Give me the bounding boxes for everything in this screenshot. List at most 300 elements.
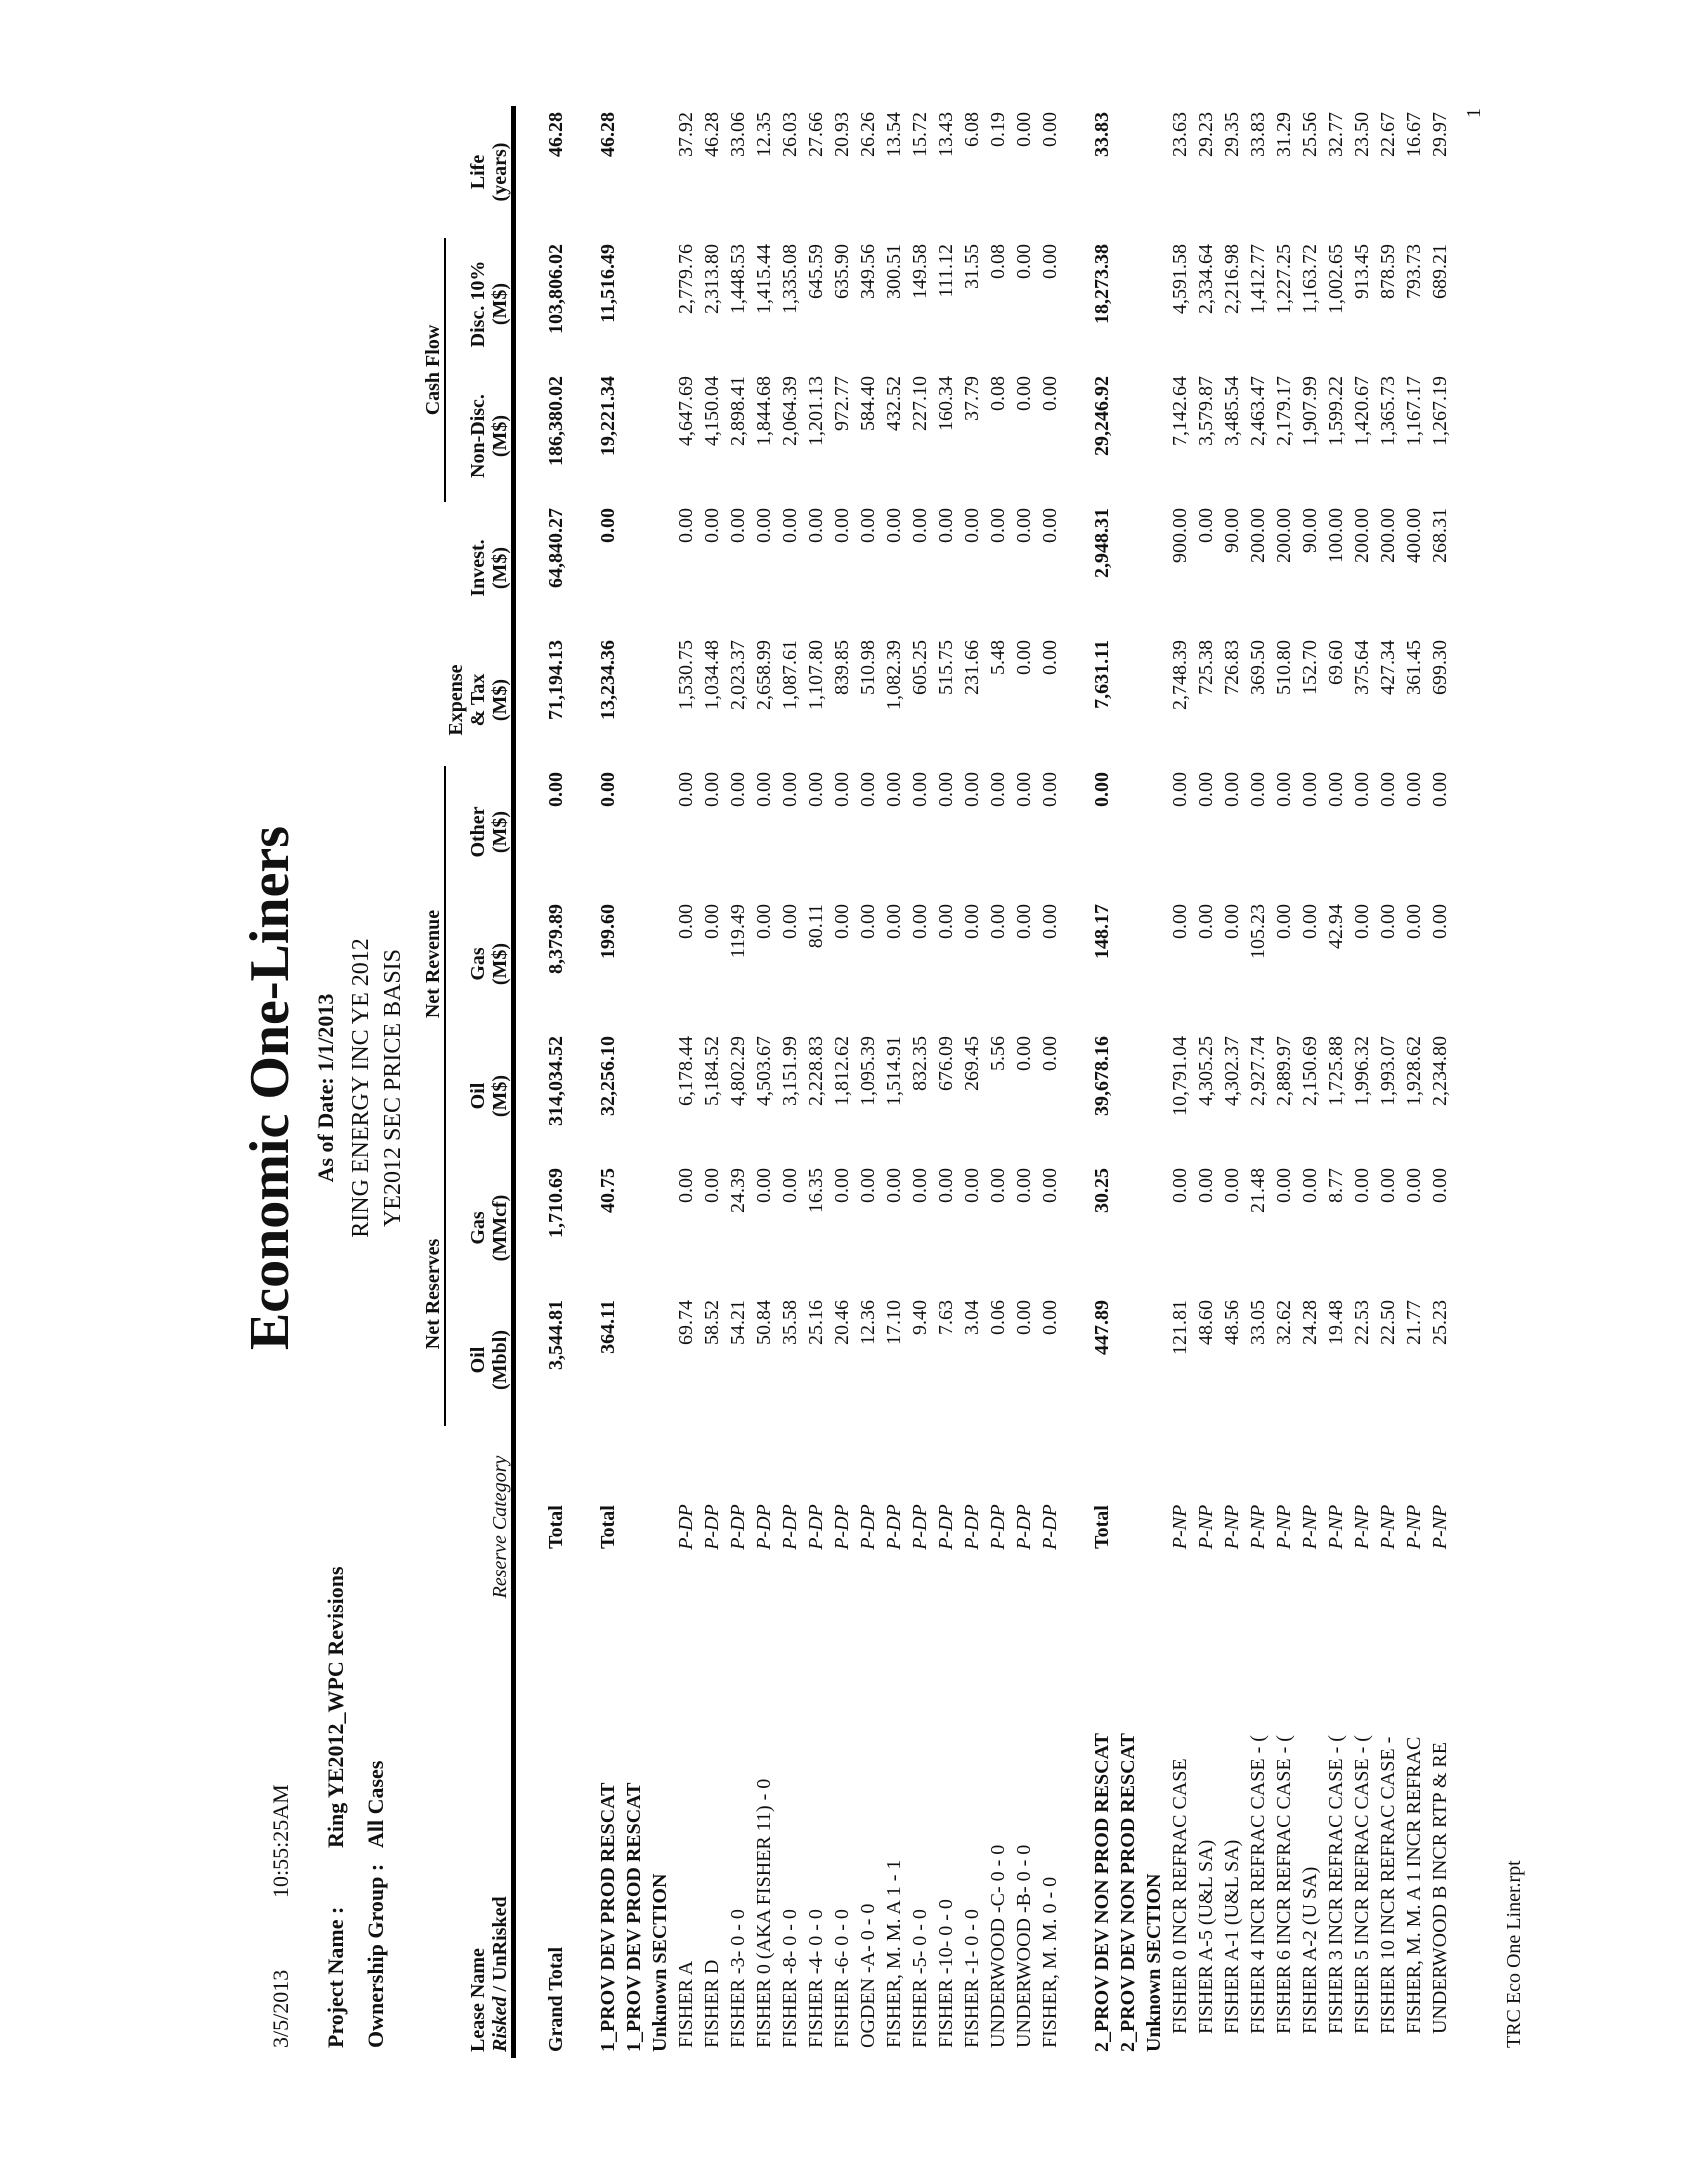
section-title-row [620, 106, 646, 2058]
cell-gas-rev: 0.00 [1039, 904, 1061, 939]
cell-gas-rev: 0.00 [935, 904, 957, 939]
cell-non-disc: 7,142.64 [1169, 376, 1191, 446]
cell-gas-rev: 0.00 [1377, 904, 1399, 939]
cell-invest: 0.00 [831, 508, 853, 543]
cell-gas-mmcf [620, 1162, 646, 1294]
lease-name: FISHER -3- 0 - 0 [727, 1909, 749, 2048]
cell-gas-mmcf: 0.00 [1351, 1168, 1373, 1203]
reserve-category: P-DP [1013, 1504, 1035, 1550]
cell-disc-10: 149.58 [909, 244, 931, 299]
col-non-disc: Non-Disc. (M$) [445, 370, 514, 502]
cell-life: 46.28 [597, 112, 619, 157]
cell-gas-rev: 148.17 [1091, 904, 1113, 959]
cell-other-rev: 0.00 [1091, 772, 1113, 807]
cell-other-rev: 0.00 [597, 772, 619, 807]
cell-gas-mmcf: 0.00 [1195, 1168, 1217, 1203]
cell-life: 26.26 [857, 112, 879, 157]
cell-gas-mmcf: 0.00 [779, 1168, 801, 1203]
cell-life: 27.66 [805, 112, 827, 157]
cell-other-rev: 0.00 [1325, 772, 1347, 807]
cell-expense-tax [620, 634, 646, 766]
cell-disc-10 [620, 238, 646, 370]
table-row [1270, 106, 1296, 2058]
cell-other-rev: 0.00 [1247, 772, 1269, 807]
lease-name: 1_PROV DEV PROD RESCAT [623, 1782, 645, 2052]
cell-non-disc: 2,463.47 [1247, 376, 1269, 446]
cell-gas-rev: 0.00 [753, 904, 775, 939]
cell-disc-10: 1,415.44 [753, 244, 775, 314]
cell-expense-tax: 7,631.11 [1091, 640, 1113, 709]
cell-disc-10: 1,335.08 [779, 244, 801, 314]
cell-life: 33.83 [1247, 112, 1269, 157]
cell-other-rev: 0.00 [1299, 772, 1321, 807]
table-row [1322, 106, 1348, 2058]
reserve-category: P-DP [675, 1504, 697, 1550]
cell-oil-rev: 6,178.44 [675, 1036, 697, 1106]
cell-invest: 200.00 [1273, 508, 1295, 563]
cell-gas-mmcf: 0.00 [935, 1168, 957, 1203]
report-file-name: TRC Eco One Liner.rpt [1503, 1860, 1525, 2048]
cell-gas-mmcf: 0.00 [987, 1168, 1009, 1203]
cell-oil-mbbl: 7.63 [935, 1300, 957, 1335]
reserve-category: P-DP [1039, 1504, 1061, 1550]
cell-oil-mbbl: 50.84 [753, 1300, 775, 1345]
table-row [776, 106, 802, 2058]
cell-oil-mbbl: 48.60 [1195, 1300, 1217, 1345]
cell-gas-rev: 199.60 [597, 904, 619, 959]
section-total-row [1088, 106, 1114, 2058]
lease-name: FISHER 6 INCR REFRAC CASE - ( [1273, 1735, 1295, 2034]
cell-oil-rev: 0.00 [1013, 1036, 1035, 1071]
lease-name: FISHER 4 INCR REFRAC CASE - ( [1247, 1735, 1269, 2034]
cell-invest: 0.00 [779, 508, 801, 543]
cell-gas-mmcf: 0.00 [701, 1168, 723, 1203]
cell-oil-mbbl: 364.11 [597, 1300, 619, 1354]
group-cash-flow: Cash Flow [418, 238, 445, 502]
lease-name: FISHER A-1 (U&L SA) [1221, 1839, 1243, 2034]
cell-gas-mmcf: 0.00 [831, 1168, 853, 1203]
cell-invest: 200.00 [1351, 508, 1373, 563]
cell-expense-tax: 69.60 [1325, 640, 1347, 685]
cell-gas-mmcf: 0.00 [1403, 1168, 1425, 1203]
cell-invest: 0.00 [753, 508, 775, 543]
cell-expense-tax: 1,107.80 [805, 640, 827, 710]
cell-oil-mbbl [646, 1294, 672, 1426]
cell-disc-10: 1,002.65 [1325, 244, 1347, 314]
cell-expense-tax: 839.85 [831, 640, 853, 695]
cell-disc-10: 913.45 [1351, 244, 1373, 299]
cell-disc-10 [1140, 238, 1166, 370]
cell-invest: 0.00 [987, 508, 1009, 543]
table-row [1036, 106, 1062, 2058]
cell-oil-rev [1140, 1030, 1166, 1162]
cell-disc-10 [646, 238, 672, 370]
cell-oil-mbbl: 69.74 [675, 1300, 697, 1345]
cell-other-rev [1140, 766, 1166, 898]
reserve-category: P-NP [1351, 1504, 1373, 1550]
cell-gas-rev [1114, 898, 1140, 1030]
cell-non-disc: 1,844.68 [753, 376, 775, 446]
cell-gas-mmcf: 0.00 [1169, 1168, 1191, 1203]
cell-expense-tax: 2,748.39 [1169, 640, 1191, 710]
cell-non-disc [1114, 370, 1140, 502]
cell-expense-tax: 2,023.37 [727, 640, 749, 710]
cell-other-rev: 0.00 [675, 772, 697, 807]
lease-name: FISHER A-5 (U&L SA) [1195, 1839, 1217, 2034]
cell-expense-tax: 13,234.36 [597, 640, 619, 720]
cell-gas-rev: 0.00 [1351, 904, 1373, 939]
reserve-category: P-NP [1325, 1504, 1347, 1550]
reserve-category: P-NP [1377, 1504, 1399, 1550]
lease-name: FISHER -10- 0 - 0 [935, 1899, 957, 2048]
cell-oil-mbbl: 22.50 [1377, 1300, 1399, 1345]
cell-non-disc [1140, 370, 1166, 502]
cell-other-rev: 0.00 [883, 772, 905, 807]
cell-disc-10: 349.56 [857, 244, 879, 299]
cell-gas-rev [1140, 898, 1166, 1030]
cell-gas-rev: 119.49 [727, 904, 749, 959]
cell-life: 23.50 [1351, 112, 1373, 157]
subsection-row [646, 106, 672, 2058]
cell-gas-mmcf [1114, 1162, 1140, 1294]
cell-gas-rev: 0.00 [961, 904, 983, 939]
cell-life: 46.28 [701, 112, 723, 157]
cell-invest: 200.00 [1247, 508, 1269, 563]
cell-gas-mmcf: 0.00 [1299, 1168, 1321, 1203]
lease-name: UNDERWOOD -B- 0 - 0 [1013, 1844, 1035, 2048]
report-time: 10:55:25AM [268, 1784, 293, 1898]
cell-life: 13.54 [883, 112, 905, 157]
lease-name: FISHER, M. M. A 1 INCR REFRAC [1403, 1736, 1425, 2034]
lease-name: FISHER 3 INCR REFRAC CASE - ( [1325, 1735, 1347, 2034]
subsection-row [1140, 106, 1166, 2058]
lease-name: FISHER -8- 0 - 0 [779, 1909, 801, 2048]
table-row [984, 106, 1010, 2058]
cell-invest: 0.00 [727, 508, 749, 543]
cell-disc-10: 2,334.64 [1195, 244, 1217, 314]
cell-other-rev: 0.00 [831, 772, 853, 807]
cell-life: 32.77 [1325, 112, 1347, 157]
cell-invest: 0.00 [909, 508, 931, 543]
cell-non-disc: 0.00 [1039, 376, 1061, 411]
cell-life [620, 106, 646, 238]
cell-life: 33.83 [1091, 112, 1113, 157]
cell-oil-mbbl: 121.81 [1169, 1300, 1191, 1355]
price-basis: YE2012 SEC PRICE BASIS [380, 948, 406, 1228]
cell-other-rev: 0.00 [1013, 772, 1035, 807]
cell-life [646, 106, 672, 238]
cell-gas-mmcf: 0.00 [961, 1168, 983, 1203]
col-oil-mbbl: Oil (Mbbl) [445, 1294, 514, 1426]
cell-other-rev: 0.00 [805, 772, 827, 807]
cell-invest: 0.00 [1195, 508, 1217, 543]
ownership-group-value: All Cases [363, 1760, 388, 1848]
col-invest: Invest. (M$) [445, 502, 514, 634]
cell-disc-10 [1114, 238, 1140, 370]
cell-gas-mmcf: 0.00 [1221, 1168, 1243, 1203]
cell-life: 12.35 [753, 112, 775, 157]
col-lease-name [445, 1628, 514, 2058]
group-net-revenue: Net Revenue [418, 766, 445, 1162]
reserve-category: P-DP [753, 1504, 775, 1550]
cell-gas-rev: 0.00 [1299, 904, 1321, 939]
cell-other-rev: 0.00 [961, 772, 983, 807]
cell-non-disc: 186,380.02 [545, 376, 567, 466]
cell-disc-10: 689.21 [1429, 244, 1451, 299]
cell-gas-mmcf [1140, 1162, 1166, 1294]
reserve-category: P-DP [831, 1504, 853, 1550]
cell-invest: 0.00 [675, 508, 697, 543]
cell-invest: 0.00 [857, 508, 879, 543]
table-row [750, 106, 776, 2058]
cell-non-disc: 160.34 [935, 376, 957, 431]
cell-invest: 64,840.27 [545, 508, 567, 588]
lease-name: OGDEN -A- 0 - 0 [857, 1903, 879, 2048]
cell-expense-tax: 510.80 [1273, 640, 1295, 695]
cell-gas-mmcf: 0.00 [753, 1168, 775, 1203]
cell-oil-rev: 4,802.29 [727, 1036, 749, 1106]
cell-invest: 0.00 [1039, 508, 1061, 543]
project-name-value: Ring YE2012_WPC Revisions [323, 1566, 348, 1848]
unrisked-label: / UnRisked [489, 1896, 511, 1997]
cell-life: 46.28 [545, 112, 567, 157]
lease-name: FISHER, M. M. 0 - 0 [1039, 1876, 1061, 2048]
cell-disc-10: 103,806.02 [545, 244, 567, 334]
reserve-category: P-DP [779, 1504, 801, 1550]
lease-name: FISHER 0 (AKA FISHER 11) - 0 [753, 1778, 775, 2048]
lease-name: Unknown SECTION [1143, 1873, 1165, 2052]
cell-oil-rev: 1,928.62 [1403, 1036, 1425, 1106]
cell-life: 0.19 [987, 112, 1009, 147]
cell-non-disc: 432.52 [883, 376, 905, 431]
cell-disc-10: 878.59 [1377, 244, 1399, 299]
cell-gas-mmcf: 0.00 [883, 1168, 905, 1203]
cell-invest: 0.00 [597, 508, 619, 543]
cell-oil-rev: 0.00 [1039, 1036, 1061, 1071]
reserve-category: P-NP [1221, 1504, 1243, 1550]
cell-other-rev [646, 766, 672, 898]
cell-life: 6.08 [961, 112, 983, 147]
cell-non-disc: 2,179.17 [1273, 376, 1295, 446]
cell-expense-tax: 1,034.48 [701, 640, 723, 710]
lease-name: FISHER 10 INCR REFRAC CASE - [1377, 1736, 1399, 2034]
cell-gas-rev: 0.00 [1013, 904, 1035, 939]
cell-oil-mbbl: 54.21 [727, 1300, 749, 1345]
table-row [880, 106, 906, 2058]
cell-gas-rev: 0.00 [1169, 904, 1191, 939]
cell-gas-mmcf: 21.48 [1247, 1168, 1269, 1213]
lease-name: 1_PROV DEV PROD RESCAT [597, 1782, 619, 2052]
cell-non-disc: 19,221.34 [597, 376, 619, 456]
lease-name: FISHER -5- 0 - 0 [909, 1909, 931, 2048]
cell-other-rev: 0.00 [935, 772, 957, 807]
cell-oil-rev: 1,725.88 [1325, 1036, 1347, 1106]
cell-gas-mmcf: 30.25 [1091, 1168, 1113, 1213]
cell-oil-mbbl: 35.58 [779, 1300, 801, 1345]
report-title: Economic One-Liners [239, 825, 301, 1351]
reserve-category: P-DP [701, 1504, 723, 1550]
cell-oil-mbbl: 447.89 [1091, 1300, 1113, 1355]
table-row [724, 106, 750, 2058]
table-row [802, 106, 828, 2058]
lease-name: Unknown SECTION [649, 1873, 671, 2052]
cell-gas-mmcf: 0.00 [1429, 1168, 1451, 1203]
lease-name: 2_PROV DEV NON PROD RESCAT [1117, 1733, 1139, 2052]
lease-name: FISHER -1- 0 - 0 [961, 1909, 983, 2048]
cell-oil-rev: 32,256.10 [597, 1036, 619, 1116]
cell-invest: 0.00 [961, 508, 983, 543]
cell-oil-rev: 4,305.25 [1195, 1036, 1217, 1106]
cell-oil-rev: 832.35 [909, 1036, 931, 1091]
lease-name: FISHER 5 INCR REFRAC CASE - ( [1351, 1735, 1373, 2034]
cell-oil-rev: 1,095.39 [857, 1036, 879, 1106]
cell-life: 37.92 [675, 112, 697, 157]
cell-other-rev: 0.00 [545, 772, 567, 807]
reserve-category [1140, 1426, 1166, 1628]
cell-life [1114, 106, 1140, 238]
cell-oil-mbbl: 0.00 [1013, 1300, 1035, 1335]
cell-gas-rev: 105.23 [1247, 904, 1269, 959]
cell-life: 0.00 [1039, 112, 1061, 147]
cell-expense-tax: 369.50 [1247, 640, 1269, 695]
cell-non-disc [620, 370, 646, 502]
cell-oil-rev: 2,150.69 [1299, 1036, 1321, 1106]
cell-gas-mmcf: 0.00 [1013, 1168, 1035, 1203]
cell-disc-10: 4,591.58 [1169, 244, 1191, 314]
reserve-category: P-NP [1299, 1504, 1321, 1550]
risked-label: Risked [489, 1996, 511, 2052]
reserve-category: P-NP [1169, 1504, 1191, 1550]
cell-expense-tax: 427.34 [1377, 640, 1399, 695]
cell-other-rev: 0.00 [909, 772, 931, 807]
cell-expense-tax: 515.75 [935, 640, 957, 695]
cell-other-rev: 0.00 [1403, 772, 1425, 807]
reserve-category: P-NP [1403, 1504, 1425, 1550]
cell-disc-10: 2,779.76 [675, 244, 697, 314]
cell-gas-rev [646, 898, 672, 1030]
col-disc-10: Disc. 10% (M$) [445, 238, 514, 370]
cell-non-disc: 2,898.41 [727, 376, 749, 446]
cell-oil-rev: 2,234.80 [1429, 1036, 1451, 1106]
cell-gas-rev: 0.00 [675, 904, 697, 939]
cell-life [1140, 106, 1166, 238]
cell-disc-10: 0.00 [1013, 244, 1035, 279]
cell-life: 26.03 [779, 112, 801, 157]
cell-oil-mbbl: 58.52 [701, 1300, 723, 1345]
cell-invest: 100.00 [1325, 508, 1347, 563]
reserve-category: P-DP [805, 1504, 827, 1550]
cell-other-rev: 0.00 [779, 772, 801, 807]
cell-expense-tax: 725.38 [1195, 640, 1217, 695]
cell-oil-mbbl: 0.06 [987, 1300, 1009, 1335]
section-total-row [594, 106, 620, 2058]
table-row [828, 106, 854, 2058]
cell-gas-rev: 0.00 [1273, 904, 1295, 939]
table-row [854, 106, 880, 2058]
cell-non-disc: 1,420.67 [1351, 376, 1373, 446]
cell-non-disc: 1,201.13 [805, 376, 827, 446]
cell-invest: 90.00 [1221, 508, 1243, 553]
cell-oil-mbbl: 24.28 [1299, 1300, 1321, 1345]
table-row [1348, 106, 1374, 2058]
cell-gas-mmcf: 16.35 [805, 1168, 827, 1213]
col-expense-tax: Expense & Tax (M$) [445, 634, 514, 766]
cell-gas-rev: 0.00 [701, 904, 723, 939]
cell-oil-rev: 1,812.62 [831, 1036, 853, 1106]
cell-oil-mbbl [1114, 1294, 1140, 1426]
grand-total-row [542, 106, 568, 2058]
reserve-category [646, 1426, 672, 1628]
cell-life: 25.56 [1299, 112, 1321, 157]
cell-other-rev: 0.00 [987, 772, 1009, 807]
table-row [1374, 106, 1400, 2058]
cell-gas-mmcf: 0.00 [675, 1168, 697, 1203]
cell-life: 29.97 [1429, 112, 1451, 157]
cell-life: 29.35 [1221, 112, 1243, 157]
cell-gas-mmcf: 40.75 [597, 1168, 619, 1213]
cell-non-disc: 584.40 [857, 376, 879, 431]
cell-gas-mmcf [646, 1162, 672, 1294]
reserve-category: P-NP [1195, 1504, 1217, 1550]
cell-invest: 200.00 [1377, 508, 1399, 563]
cell-gas-mmcf: 0.00 [909, 1168, 931, 1203]
cell-other-rev: 0.00 [727, 772, 749, 807]
cell-gas-rev: 0.00 [1403, 904, 1425, 939]
cell-non-disc: 1,599.22 [1325, 376, 1347, 446]
reserve-category: P-DP [857, 1504, 879, 1550]
cell-gas-mmcf: 1,710.69 [545, 1168, 567, 1238]
table-row [1400, 106, 1426, 2058]
table-row [1426, 106, 1452, 2058]
cell-oil-rev: 2,927.74 [1247, 1036, 1269, 1106]
cell-oil-mbbl: 20.46 [831, 1300, 853, 1345]
col-gas-mmcf: Gas (MMcf) [445, 1162, 514, 1294]
cell-expense-tax [646, 634, 672, 766]
cell-oil-mbbl: 3,544.81 [545, 1300, 567, 1370]
cell-oil-rev: 2,889.97 [1273, 1036, 1295, 1106]
cell-other-rev: 0.00 [1351, 772, 1373, 807]
table-row [1218, 106, 1244, 2058]
cell-disc-10: 1,227.25 [1273, 244, 1295, 314]
cell-invest: 0.00 [701, 508, 723, 543]
cell-gas-rev: 0.00 [831, 904, 853, 939]
lease-name: FISHER -6- 0 - 0 [831, 1909, 853, 2048]
cell-oil-mbbl: 12.36 [857, 1300, 879, 1345]
cell-disc-10: 0.08 [987, 244, 1009, 279]
project-name-label: Project Name : [323, 1906, 348, 2048]
cell-invest: 0.00 [1013, 508, 1035, 543]
lease-name: FISHER 0 INCR REFRAC CASE [1169, 1758, 1191, 2034]
cell-other-rev: 0.00 [1195, 772, 1217, 807]
section-title-row [1114, 106, 1140, 2058]
ownership-group-label: Ownership Group : [363, 1863, 388, 2048]
cell-gas-rev: 0.00 [1195, 904, 1217, 939]
cell-expense-tax: 1,087.61 [779, 640, 801, 710]
reserve-category [620, 1426, 646, 1628]
cell-disc-10: 300.51 [883, 244, 905, 299]
cell-gas-mmcf: 24.39 [727, 1168, 749, 1213]
cell-expense-tax: 1,082.39 [883, 640, 905, 710]
cell-other-rev: 0.00 [1169, 772, 1191, 807]
cell-other-rev: 0.00 [701, 772, 723, 807]
cell-gas-mmcf: 0.00 [857, 1168, 879, 1203]
cell-expense-tax: 71,194.13 [545, 640, 567, 720]
cell-non-disc: 3,485.54 [1221, 376, 1243, 446]
reserve-category: P-DP [961, 1504, 983, 1550]
cell-invest: 900.00 [1169, 508, 1191, 563]
cell-oil-mbbl [1140, 1294, 1166, 1426]
cell-expense-tax: 510.98 [857, 640, 879, 695]
